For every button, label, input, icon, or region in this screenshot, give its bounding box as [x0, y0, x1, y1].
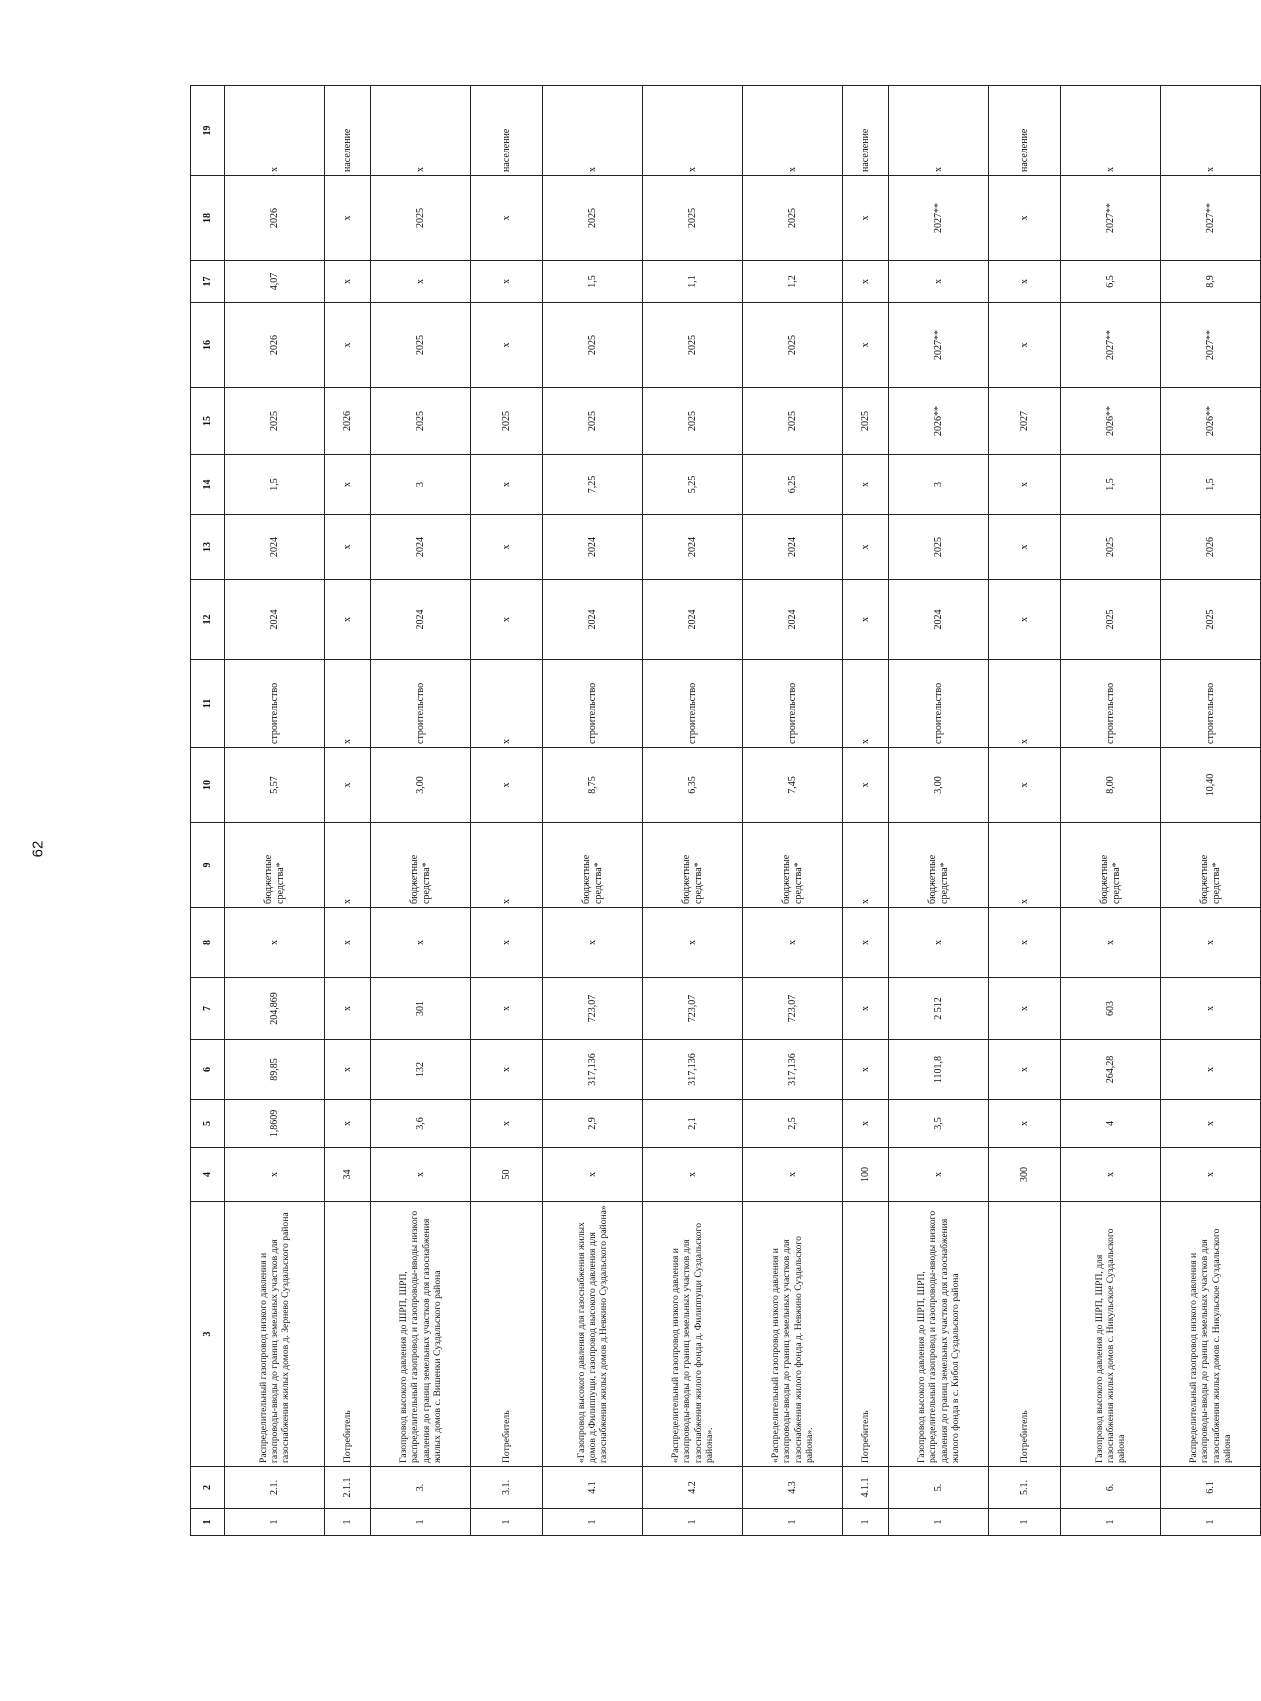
table-cell: х [843, 455, 889, 515]
table-row [225, 86, 325, 1536]
column-header: 14 [191, 455, 225, 515]
table-cell: х [471, 515, 543, 580]
table-cell: строительство [889, 660, 989, 748]
column-header: 10 [191, 748, 225, 823]
table-cell: х [889, 908, 989, 978]
table-cell: 2026** [1161, 388, 1261, 455]
table-cell: 2026** [1061, 388, 1161, 455]
table-cell: 2027** [1061, 176, 1161, 261]
table-cell: х [325, 455, 371, 515]
table-cell: х [989, 1040, 1061, 1100]
table-cell: 1 [471, 1509, 543, 1536]
table-cell: х [325, 823, 371, 908]
table-cell: 2027** [889, 303, 989, 388]
table-cell: х [743, 1148, 843, 1202]
column-header: 13 [191, 515, 225, 580]
table-row [843, 86, 889, 1536]
table-cell: 204,869 [225, 978, 325, 1040]
table-cell: 3.1. [471, 1467, 543, 1509]
table-cell: 2027 [989, 388, 1061, 455]
table-cell: х [989, 176, 1061, 261]
table-cell: строительство [371, 660, 471, 748]
table-cell: 301 [371, 978, 471, 1040]
table-cell: 1 [543, 1509, 643, 1536]
table-cell: х [471, 660, 543, 748]
table-cell: 317,136 [743, 1040, 843, 1100]
table-cell: х [325, 978, 371, 1040]
table-cell: 2026 [225, 176, 325, 261]
table-cell: 4.2 [643, 1467, 743, 1509]
table-cell: 6,5 [1061, 261, 1161, 303]
table-cell: 2027** [1161, 303, 1261, 388]
table-cell: 2025 [643, 176, 743, 261]
table-cell: 10,40 [1161, 748, 1261, 823]
table-cell: 2026 [1161, 515, 1261, 580]
table-cell: х [543, 1148, 643, 1202]
table-cell: 1,1 [643, 261, 743, 303]
table-cell: строительство [543, 660, 643, 748]
table-row [643, 86, 743, 1536]
table-cell: население [989, 86, 1061, 176]
table-cell: 2024 [225, 515, 325, 580]
table-cell: х [471, 580, 543, 660]
table-cell: 2027** [1061, 303, 1161, 388]
table-cell: население [325, 86, 371, 176]
table-cell: х [1161, 978, 1261, 1040]
table-cell: х [843, 823, 889, 908]
table-cell: 50 [471, 1148, 543, 1202]
table-cell: х [471, 1040, 543, 1100]
table-cell: х [989, 580, 1061, 660]
table-cell: х [543, 86, 643, 176]
table-cell: 2024 [371, 515, 471, 580]
table-cell: 4 [1061, 1100, 1161, 1148]
column-header: 12 [191, 580, 225, 660]
table-cell: 2025 [643, 388, 743, 455]
table-cell: 100 [843, 1148, 889, 1202]
table-cell: бюджетные средства* [543, 823, 643, 908]
table-cell: строительство [643, 660, 743, 748]
table-cell: 723,07 [643, 978, 743, 1040]
table-cell: 1,5 [543, 261, 643, 303]
table-cell: х [543, 908, 643, 978]
table-cell: 317,136 [643, 1040, 743, 1100]
table-cell: 8,9 [1161, 261, 1261, 303]
table-cell: х [1061, 1148, 1161, 1202]
table-cell: х [1061, 908, 1161, 978]
table-cell: Потребитель [471, 1202, 543, 1467]
table-cell: 5.1. [989, 1467, 1061, 1509]
table-cell: Газопровод высокого давления до ШРП, ШРП, распределительный газопровод и газопроводы-вводы низкого давления до границ земельных участков для газоснабжения жилого фонда в с. Кибол Суздальского района [889, 1202, 989, 1467]
table-cell: х [989, 823, 1061, 908]
table-cell: 2025 [543, 388, 643, 455]
table-cell: 317,136 [543, 1040, 643, 1100]
table-cell: 1 [889, 1509, 989, 1536]
table-cell: х [843, 1100, 889, 1148]
table-row [1061, 86, 1161, 1536]
table-cell: 2,9 [543, 1100, 643, 1148]
column-header: 17 [191, 261, 225, 303]
table-cell: 8,00 [1061, 748, 1161, 823]
table-cell: строительство [1161, 660, 1261, 748]
table-cell: 2024 [371, 580, 471, 660]
table-cell: 2025 [225, 388, 325, 455]
table-cell: 2 512 [889, 978, 989, 1040]
table-cell: х [225, 908, 325, 978]
table-cell: 2025 [743, 176, 843, 261]
table-cell: х [471, 823, 543, 908]
table-cell: «Газопровод высокого давления для газоснабжения жилых домов д.Филиппущи, газопровод высокого давления для газоснабжения жилых домов д.Невжино Суздальского района» [543, 1202, 643, 1467]
table-cell: х [371, 86, 471, 176]
table-cell: Распределительный газопровод низкого давления и газопроводы-вводы до границ земельных участков для газоснабжения жилых домов д. Зернево Суздальского района [225, 1202, 325, 1467]
table-cell: х [325, 515, 371, 580]
table-cell: 2026** [889, 388, 989, 455]
table-cell: бюджетные средства* [889, 823, 989, 908]
table-cell: население [843, 86, 889, 176]
table-cell: 2025 [643, 303, 743, 388]
table-cell: 2.1. [225, 1467, 325, 1509]
table-cell: х [1161, 908, 1261, 978]
table-cell: 3. [371, 1467, 471, 1509]
table-body [225, 86, 1261, 1536]
table-cell: 4.1 [543, 1467, 643, 1509]
table-cell: 2024 [889, 580, 989, 660]
table-cell: х [471, 1100, 543, 1148]
table-container [190, 125, 1233, 1536]
column-header: 7 [191, 978, 225, 1040]
table-cell: х [1161, 1100, 1261, 1148]
table-cell: х [325, 261, 371, 303]
table-cell: 2025 [843, 388, 889, 455]
table-cell: строительство [743, 660, 843, 748]
table-cell: 6.1 [1161, 1467, 1261, 1509]
table-cell: Потребитель [325, 1202, 371, 1467]
table-cell: 2024 [643, 580, 743, 660]
table-cell: Потребитель [989, 1202, 1061, 1467]
table-cell: х [325, 660, 371, 748]
table-cell: 3 [889, 455, 989, 515]
table-cell: бюджетные средства* [643, 823, 743, 908]
table-cell: х [643, 908, 743, 978]
table-cell: 1 [371, 1509, 471, 1536]
table-cell: бюджетные средства* [743, 823, 843, 908]
table-cell: х [371, 908, 471, 978]
table-cell: бюджетные средства* [371, 823, 471, 908]
table-cell: х [471, 303, 543, 388]
table-cell: х [471, 176, 543, 261]
table-cell: 3 [371, 455, 471, 515]
table-cell: 7,25 [543, 455, 643, 515]
table-cell: х [325, 748, 371, 823]
table-row [325, 86, 371, 1536]
table-cell: х [989, 1100, 1061, 1148]
table-cell: х [989, 515, 1061, 580]
table-cell: 723,07 [543, 978, 643, 1040]
table-row [989, 86, 1061, 1536]
table-cell: х [843, 1040, 889, 1100]
table-cell: х [843, 748, 889, 823]
table-cell: х [325, 1100, 371, 1148]
table-cell: х [471, 908, 543, 978]
table-cell: бюджетные средства* [1061, 823, 1161, 908]
table-cell: 2025 [743, 388, 843, 455]
table-cell: 2025 [543, 176, 643, 261]
table-cell: х [843, 978, 889, 1040]
column-header: 15 [191, 388, 225, 455]
table-cell: 1,5 [1061, 455, 1161, 515]
column-header: 1 [191, 1509, 225, 1536]
column-header: 3 [191, 1202, 225, 1467]
column-header: 11 [191, 660, 225, 748]
table-cell: 2.1.1 [325, 1467, 371, 1509]
table-cell: 3,00 [889, 748, 989, 823]
table-row [471, 86, 543, 1536]
table-cell: 2025 [743, 303, 843, 388]
table-cell: х [989, 978, 1061, 1040]
table-cell: 5,57 [225, 748, 325, 823]
table-cell: 1101,8 [889, 1040, 989, 1100]
table-row [1161, 86, 1261, 1536]
header-row [191, 86, 225, 1536]
table-cell: 723,07 [743, 978, 843, 1040]
table-cell: х [371, 261, 471, 303]
table-cell: 264,28 [1061, 1040, 1161, 1100]
table-cell: х [843, 660, 889, 748]
table-cell: х [325, 303, 371, 388]
table-cell: 132 [371, 1040, 471, 1100]
column-header: 8 [191, 908, 225, 978]
column-header: 19 [191, 86, 225, 176]
table-cell: 1,8609 [225, 1100, 325, 1148]
table-cell: х [371, 1148, 471, 1202]
column-header: 4 [191, 1148, 225, 1202]
table-cell: 2024 [743, 580, 843, 660]
column-header: 16 [191, 303, 225, 388]
gas-pipeline-table [190, 85, 1261, 1536]
table-cell: х [989, 303, 1061, 388]
table-cell: 2025 [371, 176, 471, 261]
table-cell: 2027** [889, 176, 989, 261]
table-cell: х [1161, 1040, 1261, 1100]
table-cell: 2025 [1161, 580, 1261, 660]
table-cell: Газопровод высокого давления до ШРП, ШРП, для газоснабжения жилых домов с. Никульское Суздальского района [1061, 1202, 1161, 1467]
table-cell: 1,2 [743, 261, 843, 303]
column-header: 9 [191, 823, 225, 908]
table-cell: х [1161, 1148, 1261, 1202]
page-number: 62 [29, 840, 47, 858]
table-cell: 1 [989, 1509, 1061, 1536]
table-cell: 2,5 [743, 1100, 843, 1148]
table-cell: х [843, 580, 889, 660]
table-cell: х [325, 176, 371, 261]
column-header: 18 [191, 176, 225, 261]
table-row [371, 86, 471, 1536]
table-cell: строительство [1061, 660, 1161, 748]
table-cell: х [843, 908, 889, 978]
table-cell: 8,75 [543, 748, 643, 823]
table-cell: 1 [843, 1509, 889, 1536]
table-cell: население [471, 86, 543, 176]
table-cell: Распределительный газопровод низкого давления и газопроводы-вводы до границ земельных участков для газоснабжения жилых домов с. Никульское Суздальского района [1161, 1202, 1261, 1467]
table-cell: 6. [1061, 1467, 1161, 1509]
table-cell: 2027** [1161, 176, 1261, 261]
table-cell: 2025 [889, 515, 989, 580]
table-cell: х [843, 303, 889, 388]
table-cell: 2024 [543, 580, 643, 660]
table-cell: х [1061, 86, 1161, 176]
table-row [543, 86, 643, 1536]
table-cell: х [743, 908, 843, 978]
table-cell: х [643, 86, 743, 176]
table-cell: 2025 [1061, 515, 1161, 580]
table-cell: х [889, 1148, 989, 1202]
table-cell: 2025 [371, 303, 471, 388]
table-cell: 2026 [325, 388, 371, 455]
table-cell: строительство [225, 660, 325, 748]
table-cell: 5. [889, 1467, 989, 1509]
table-cell: бюджетные средства* [1161, 823, 1261, 908]
table-cell: «Распределительный газопровод низкого давления и газопроводы-вводы до границ земельных участков для газоснабжения жилого фонда д. Филиппущи Суздальского района». [643, 1202, 743, 1467]
table-cell: бюджетные средства* [225, 823, 325, 908]
table-cell: 4.3 [743, 1467, 843, 1509]
table-cell: 1 [225, 1509, 325, 1536]
table-cell: х [843, 176, 889, 261]
table-cell: х [889, 86, 989, 176]
table-cell: х [843, 261, 889, 303]
table-cell: х [743, 86, 843, 176]
table-cell: х [471, 455, 543, 515]
table-cell: 1 [1161, 1509, 1261, 1536]
table-cell: 3,00 [371, 748, 471, 823]
table-cell: 7,45 [743, 748, 843, 823]
table-cell: х [989, 261, 1061, 303]
table-cell: 2026 [225, 303, 325, 388]
table-cell: 2025 [371, 388, 471, 455]
table-cell: х [1161, 86, 1261, 176]
table-cell: 2,1 [643, 1100, 743, 1148]
table-cell: 2025 [543, 303, 643, 388]
table-row [889, 86, 989, 1536]
table-cell: 3,5 [889, 1100, 989, 1148]
table-cell: х [225, 1148, 325, 1202]
table-cell: х [889, 261, 989, 303]
table-cell: х [989, 660, 1061, 748]
table-cell: 2025 [471, 388, 543, 455]
table-cell: 2024 [225, 580, 325, 660]
table-cell: 1 [743, 1509, 843, 1536]
table-cell: х [471, 748, 543, 823]
table-cell: 300 [989, 1148, 1061, 1202]
table-cell: 3,6 [371, 1100, 471, 1148]
table-cell: х [225, 86, 325, 176]
table-cell: 2024 [543, 515, 643, 580]
table-cell: 34 [325, 1148, 371, 1202]
column-header: 6 [191, 1040, 225, 1100]
table-cell: х [989, 908, 1061, 978]
table-row [743, 86, 843, 1536]
table-cell: 4,07 [225, 261, 325, 303]
table-cell: х [643, 1148, 743, 1202]
table-cell: 603 [1061, 978, 1161, 1040]
table-cell: 2025 [1061, 580, 1161, 660]
table-cell: 5,25 [643, 455, 743, 515]
table-cell: 1 [643, 1509, 743, 1536]
table-cell: 2024 [743, 515, 843, 580]
table-cell: 89,85 [225, 1040, 325, 1100]
table-cell: х [843, 515, 889, 580]
table-cell: 1 [1061, 1509, 1161, 1536]
column-header: 5 [191, 1100, 225, 1148]
table-cell: х [989, 455, 1061, 515]
table-cell: 6,25 [743, 455, 843, 515]
table-cell: 1,5 [1161, 455, 1261, 515]
table-cell: х [989, 748, 1061, 823]
table-cell: х [471, 261, 543, 303]
table-cell: х [325, 908, 371, 978]
table-cell: 2024 [643, 515, 743, 580]
table-cell: «Распределительный газопровод низкого давления и газопроводы-вводы до границ земельных участков для газоснабжения жилого фонда д. Невжино Суздальского района». [743, 1202, 843, 1467]
table-cell: х [325, 1040, 371, 1100]
table-cell: 1,5 [225, 455, 325, 515]
column-header: 2 [191, 1467, 225, 1509]
table-cell: 1 [325, 1509, 371, 1536]
table-cell: 4.1.1 [843, 1467, 889, 1509]
table-cell: х [325, 580, 371, 660]
table-cell: х [471, 978, 543, 1040]
table-cell: 6,35 [643, 748, 743, 823]
table-cell: Потребитель [843, 1202, 889, 1467]
table-cell: Газопровод высокого давления до ШРП, ШРП, распределительный газопровод и газопроводы-вводы низкого давления до границ земельных участков для газоснабжения жилых домов с. Вишенки Суздальского района [371, 1202, 471, 1467]
